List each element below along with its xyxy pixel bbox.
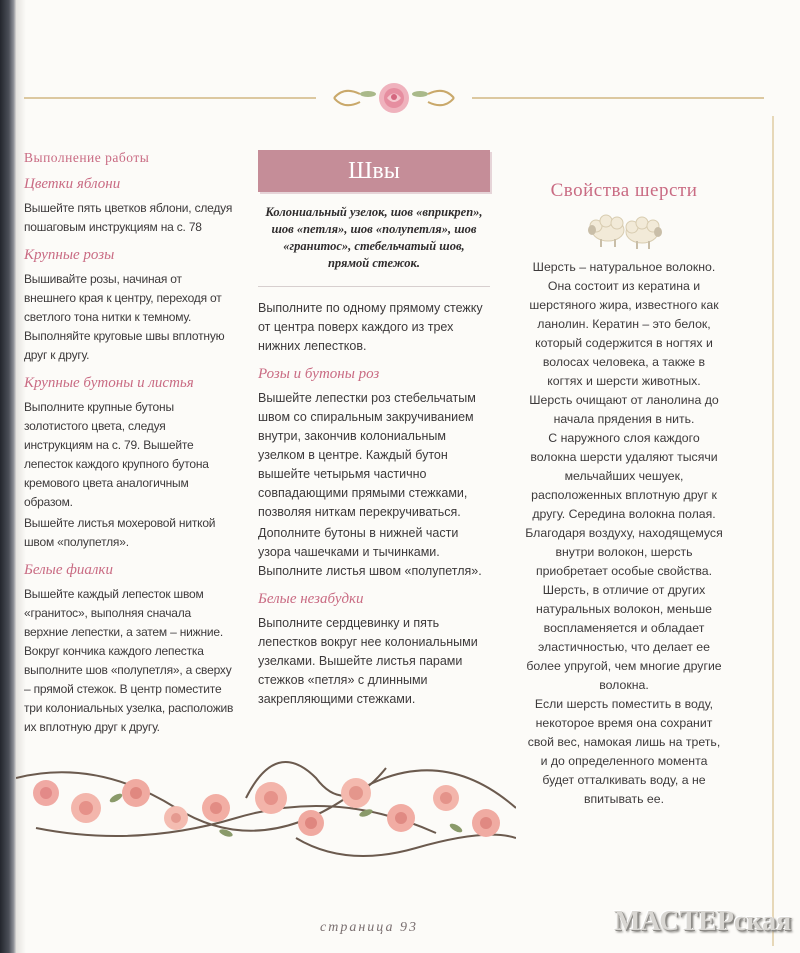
paragraph: Вышейте лепестки роз стебельчатым швом со спиральным закручиванием внутри, закончив колониальным узелком в центре. Каждый бутон вышейте четырьмя частично совпадающими прямыми стежками, позволяя ниткам перекручиваться. — [258, 391, 476, 519]
column-stitches — [258, 150, 490, 719]
rose-ornament-icon — [324, 80, 464, 116]
wool-properties-title: Свойства шерсти — [550, 180, 698, 201]
subhead-roses-buds: Розы и бутоны роз — [258, 366, 380, 382]
rose-garland-image — [16, 738, 516, 878]
paragraph: Вышейте листья мохеровой ниткой швом «полупетля». — [24, 516, 216, 549]
paragraph: Выполните сердцевинку и пять лепестков вокруг нее колониальными узелками. Вышейте листья парами стежков «петля» с длинными закрепляющими стежками. — [258, 616, 478, 706]
ornament-rule-right — [472, 97, 764, 99]
divider — [258, 286, 490, 287]
subhead-buds-leaves: Крупные бутоны и листья — [24, 375, 194, 391]
sheep-illustration — [524, 208, 724, 252]
column-wool-properties — [524, 180, 724, 809]
column-instructions — [24, 150, 236, 747]
subhead-apple-blossoms: Цветки яблони — [24, 176, 121, 192]
paragraph: Шерсть, в отличие от других натуральных волокон, меньше воспламеняется и обладает эластичностью, что делает ее более упругой, чем многие другие волокна. — [526, 583, 722, 692]
section-label: Выполнение работы — [24, 150, 150, 165]
paragraph: Выполните по одному прямому стежку от центра поверх каждого из трех нижних лепестков. — [258, 301, 483, 353]
subhead-large-roses: Крупные розы — [24, 247, 115, 263]
subhead-white-violets: Белые фиалки — [24, 562, 113, 578]
subhead-forget-me-nots: Белые незабудки — [258, 591, 364, 607]
stitches-title-box — [258, 150, 490, 192]
stitches-title: Швы — [348, 157, 400, 184]
paragraph: Дополните бутоны в нижней части узора чашечками и тычинками. Выполните листья швом «полупетля». — [258, 526, 482, 578]
right-border-rule — [772, 116, 774, 946]
paragraph: Шерсть – натуральное волокно. Она состоит из кератина и шерстяного жира, известного как ланолин. Кератин – это белок, который содержится в ногтях и волосах человека, а также в когтях и шерсти животных. Шерсть очищают от ланолина до начала прядения в нить. — [529, 260, 719, 426]
stitches-list: Колониальный узелок, шов «вприкреп», шов «петля», шов «полупетля», шов «гранитос», стебельчатый шов, прямой стежок. — [265, 205, 483, 270]
paragraph: С наружного слоя каждого волокна шерсти удаляют тысячи мельчайших чешуек, расположенных вплотную друг к другу. Середина волокна полая. Благодаря воздуху, находящемуся внутри волокон, шерсть приобретает особые свойства. — [525, 431, 723, 578]
top-ornament — [24, 80, 764, 116]
paragraph: Если шерсть поместить в воду, некоторое время она сохранит свой вес, намокая лишь на треть, и до определенного момента будет отталкивать воду, а не впитывать ее. — [527, 697, 721, 806]
sheep-icon — [586, 208, 666, 252]
paragraph: Вышейте пять цветков яблони, следуя пошаговым инструкциям на с. 78 — [24, 201, 233, 234]
page-number: страница 93 — [320, 920, 418, 935]
book-spine — [0, 0, 16, 953]
watermark-logo: МАСТЕРская — [614, 906, 792, 937]
paragraph: Выполните крупные бутоны золотистого цвета, следуя инструкциям на с. 79. Вышейте лепесток каждого крупного бутона кремового цвета аналогичным образом. — [24, 400, 209, 509]
ornament-rule-left — [24, 97, 316, 99]
paragraph: Вышивайте розы, начиная от внешнего края к центру, переходя от светлого тона нитки к темному. Выполняйте круговые швы вплотную друг к другу. — [24, 272, 225, 362]
paragraph: Вышейте каждый лепесток швом «гранитос», выполняя сначала верхние лепестки, а затем – нижние. Вокруг кончика каждого лепестка выполните шов «полупетля», а сверху – прямой стежок. В центр поместите три колониальных узелка, расположив их вплотную друг к другу. — [24, 587, 234, 734]
